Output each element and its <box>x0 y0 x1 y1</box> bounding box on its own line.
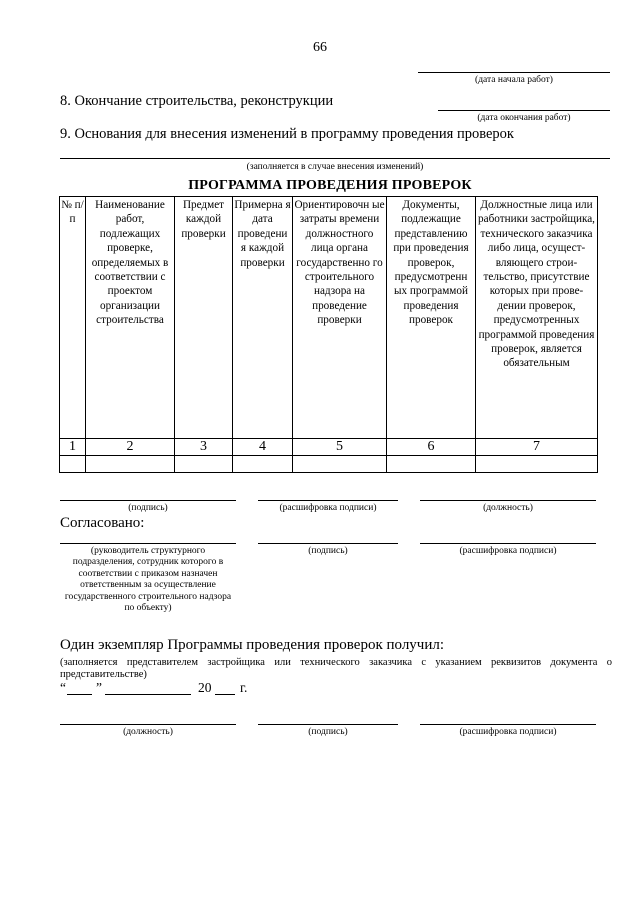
start-date-caption: (дата начала работ) <box>475 75 553 85</box>
approver-caption: (руководитель структурного подразделения, сотрудник которого в соответствии с приказом назначен ответственным за осуществление государственного строительного надзора по объекту) <box>64 546 232 613</box>
table-cell[interactable] <box>60 456 86 473</box>
sign-line <box>60 500 236 501</box>
approval-decode-line <box>420 543 596 544</box>
decode-line <box>258 500 398 501</box>
date-year-prefix: 20 <box>198 680 212 695</box>
receipt-decode-caption: (расшифровка подписи) <box>459 727 557 737</box>
column-number: 1 <box>60 439 86 456</box>
receipt-note: (заполняется представителем застройщика или технического заказчика с указанием реквизитов документа о представительстве) <box>60 657 612 680</box>
receipt-date-row <box>60 680 280 698</box>
date-close-quote: ” <box>96 680 102 695</box>
item-8-construction-end: 8. Окончание строительства, реконструкции <box>60 93 334 109</box>
changes-caption: (заполняется в случае внесения изменений) <box>246 162 424 172</box>
receipt-decode-line <box>420 724 596 725</box>
date-year-suffix: г. <box>240 680 248 695</box>
column-header: № п/п <box>60 197 86 439</box>
approval-label: Согласовано: <box>60 515 145 531</box>
column-number-row <box>60 439 598 456</box>
column-number: 4 <box>233 439 293 456</box>
approval-sign-caption: (подпись) <box>308 546 348 556</box>
program-title: ПРОГРАММА ПРОВЕДЕНИЯ ПРОВЕРОК <box>188 178 472 193</box>
table-row <box>60 456 598 473</box>
start-date-line <box>418 72 610 73</box>
table-cell[interactable] <box>175 456 233 473</box>
approval-sign-line <box>258 543 398 544</box>
column-header: Наименование работ, подлежащих проверке, определяемых в соответствии с проектом организации строительства <box>86 197 175 439</box>
table-cell[interactable] <box>476 456 598 473</box>
column-header: Предмет каждой проверки <box>175 197 233 439</box>
table-header-row <box>60 197 598 439</box>
date-open-quote: “ <box>60 680 66 695</box>
column-number: 2 <box>86 439 175 456</box>
approver-line <box>60 543 236 544</box>
table-cell[interactable] <box>387 456 476 473</box>
column-header: Должностные лица или работники застройщика, технического заказчика либо лица, осущест- вляющего строи- тельство, присутствие которых при прове- дении проверок, предусмотренных программой проведения проверок, является обязательным <box>476 197 598 439</box>
column-number: 3 <box>175 439 233 456</box>
column-number: 7 <box>476 439 598 456</box>
date-year-field[interactable] <box>215 694 235 695</box>
decode-caption: (расшифровка подписи) <box>279 503 377 513</box>
table-cell[interactable] <box>86 456 175 473</box>
table-cell[interactable] <box>293 456 387 473</box>
column-number: 5 <box>293 439 387 456</box>
end-date-line <box>438 110 610 111</box>
receipt-sign-caption: (подпись) <box>308 727 348 737</box>
column-header: Примерна я дата проведени я каждой проверки <box>233 197 293 439</box>
item-9-change-grounds: 9. Основания для внесения изменений в программу проведения проверок <box>60 126 514 142</box>
approval-decode-caption: (расшифровка подписи) <box>459 546 557 556</box>
program-table <box>59 196 598 473</box>
table-cell[interactable] <box>233 456 293 473</box>
changes-line <box>60 158 610 159</box>
sign-caption: (подпись) <box>128 503 168 513</box>
column-header: Ориентировочн ые затраты времени должностного лица органа государственно го строительного надзора на проведение проверки <box>293 197 387 439</box>
position-caption: (должность) <box>483 503 533 513</box>
receipt-label: Один экземпляр Программы проведения проверок получил: <box>60 637 445 653</box>
receipt-sign-line <box>258 724 398 725</box>
date-month-field[interactable] <box>105 694 191 695</box>
position-line <box>420 500 596 501</box>
receipt-position-line <box>60 724 236 725</box>
column-number: 6 <box>387 439 476 456</box>
page-number: 66 <box>313 40 327 55</box>
end-date-caption: (дата окончания работ) <box>477 113 571 123</box>
date-day-field[interactable] <box>67 694 92 695</box>
receipt-position-caption: (должность) <box>123 727 173 737</box>
column-header: Документы, подлежащие представлению при проведения проверок, предусмотренн ых программой проведения проверок <box>387 197 476 439</box>
